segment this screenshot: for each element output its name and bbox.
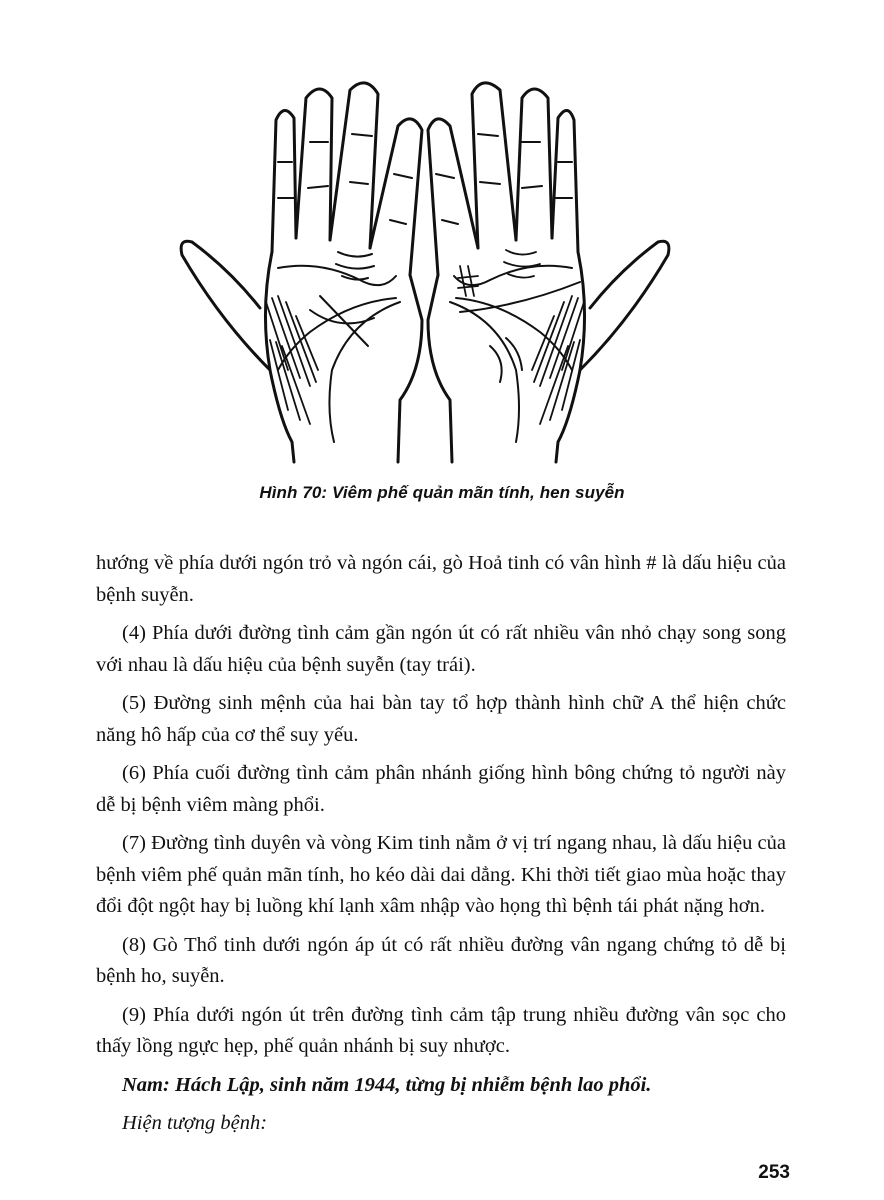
paragraph-item-7: (7) Đường tình duyên và vòng Kim tinh nằm ở vị trí ngang nhau, là dấu hiệu của bệnh viêm phế quản mãn tính, ho kéo dài dai dẳng. Khi thời tiết giao mùa hoặc thay đổi đột ngột hay bị luồng khí lạnh xâm nhập vào họng thì bệnh tái phát nặng hơn. — [96, 832, 786, 917]
paragraph-item-6: (6) Phía cuối đường tình cảm phân nhánh giống hình bông chứng tỏ người này dễ bị bệnh viêm màng phổi. — [96, 762, 786, 816]
right-hand-drawing — [428, 83, 669, 462]
paragraph-item-9: (9) Phía dưới ngón út trên đường tình cảm tập trung nhiều đường vân sọc cho thấy lồng ngực hẹp, phế quản nhánh bị suy nhược. — [96, 1003, 786, 1057]
paragraph-item-4: (4) Phía dưới đường tình cảm gần ngón út có rất nhiều vân nhỏ chạy song song với nhau là dấu hiệu của bệnh suyễn (tay trái). — [96, 622, 786, 676]
body-text — [96, 548, 786, 1147]
two-palms-illustration — [160, 70, 690, 470]
paragraph-item-5: (5) Đường sinh mệnh của hai bàn tay tổ hợp thành hình chữ A thể hiện chức năng hô hấp của cơ thể suy yếu. — [96, 692, 786, 746]
symptoms-label: Hiện tượng bệnh: — [122, 1112, 268, 1134]
paragraph-item-8: (8) Gò Thổ tinh dưới ngón áp út có rất nhiều đường vân ngang chứng tỏ dễ bị bệnh ho, suyễn. — [96, 933, 786, 987]
paragraph-continuation: hướng về phía dưới ngón trỏ và ngón cái, gò Hoả tinh có vân hình # là dấu hiệu của bệnh suyễn. — [96, 552, 786, 606]
page-number: 253 — [758, 1162, 790, 1183]
left-hand-drawing — [181, 83, 422, 462]
figure-caption: Hình 70: Viêm phế quản mãn tính, hen suyễn — [259, 483, 625, 502]
case-heading: Nam: Hách Lập, sinh năm 1944, từng bị nhiễm bệnh lao phổi. — [122, 1073, 652, 1096]
palm-figure — [160, 70, 690, 470]
